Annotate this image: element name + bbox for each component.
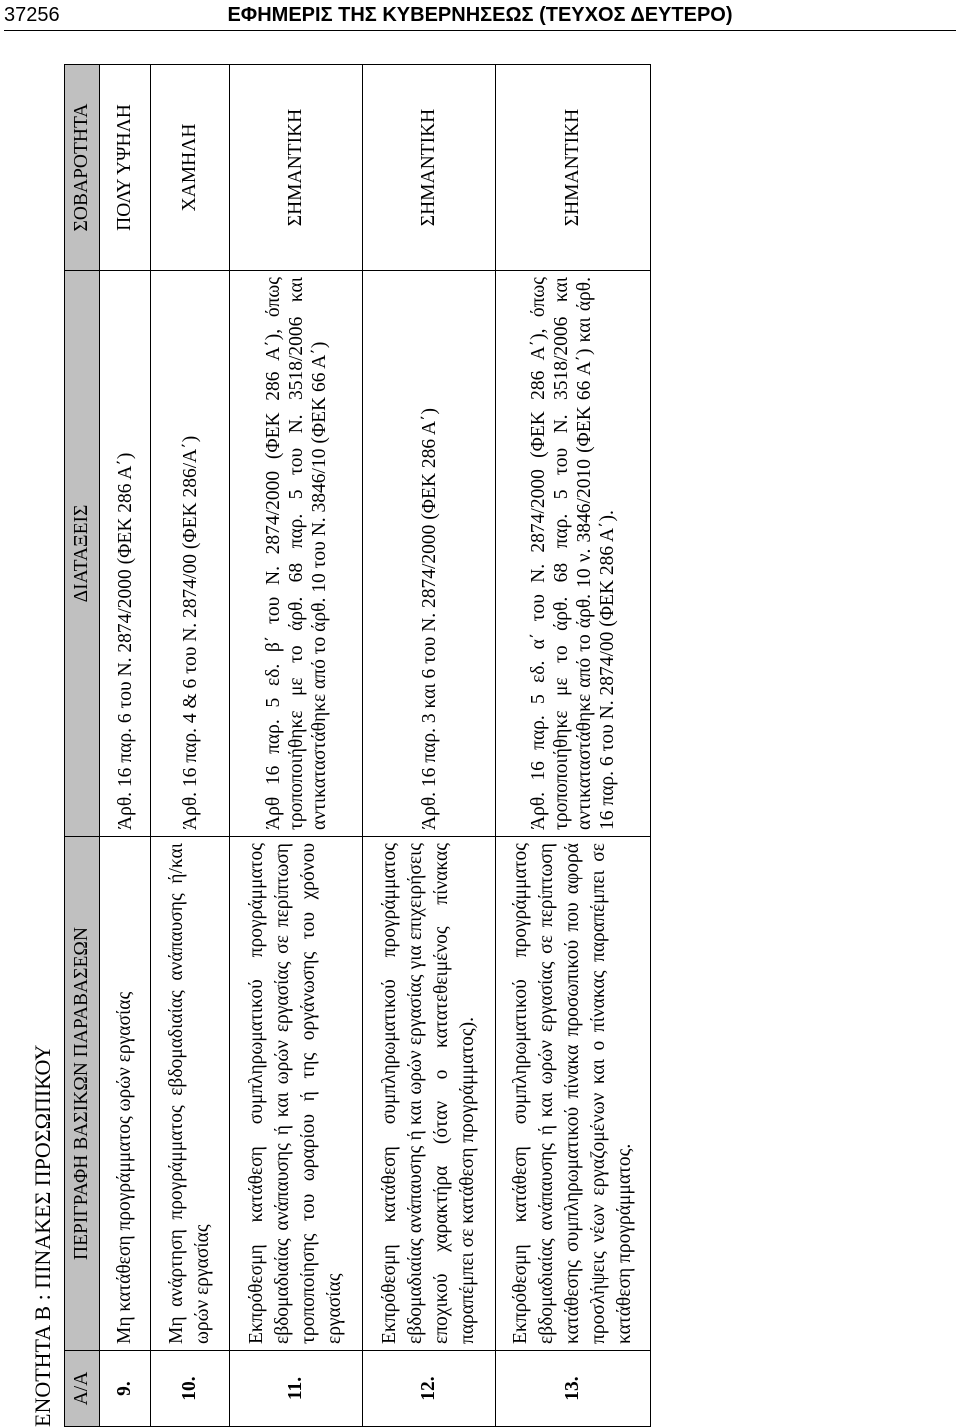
row-severity: ΠΟΛΥ ΥΨΗΛΗ — [100, 65, 151, 271]
row-provisions: Άρθ. 16 παρ. 5 εδ. α΄ του Ν. 2874/2000 (ΦΕΚ 286 Α΄), όπως τροποποιήθηκε με το άρθ. 68 παρ. 5 του Ν. 3518/2006 και αντικαταστάθηκε από το άρθ. 10 ν. 3846/2010 (ΦΕΚ 66 Α΄) και άρθ. 16 παρ. 6 του Ν. 2874/00 (ΦΕΚ 286 Α΄). — [496, 271, 651, 837]
column-header-severity: ΣΟΒΑΡΟΤΗΤΑ — [65, 65, 100, 271]
page-number: 37256 — [4, 4, 60, 26]
rotated-page-content — [0, 27, 960, 1427]
row-provisions: Άρθ. 16 παρ. 4 & 6 του Ν. 2874/00 (ΦΕΚ 286/Α΄) — [151, 271, 230, 837]
table-row — [496, 65, 651, 1427]
row-description: Μη ανάρτηση προγράμματος εβδομαδιαίας ανάπαυσης ή/και ωρών εργασίας — [151, 837, 230, 1351]
row-provisions: Άρθ 16 παρ. 5 εδ. β΄ του Ν. 2874/2000 (ΦΕΚ 286 Α΄), όπως τροποποιήθηκε με το άρθ. 68 παρ. 5 του Ν. 3518/2006 και αντικαταστάθηκε από το άρθ. 10 του Ν. 3846/10 (ΦΕΚ 66 Α΄) — [230, 271, 363, 837]
row-description: Μη κατάθεση προγράμματος ωρών εργασίας — [100, 837, 151, 1351]
column-header-description: ΠΕΡΙΓΡΑΦΗ ΒΑΣΙΚΩΝ ΠΑΡΑΒΑΣΕΩΝ — [65, 837, 100, 1351]
row-severity: ΣΗΜΑΝΤΙΚΗ — [496, 65, 651, 271]
column-header-number: Α/Α — [65, 1351, 100, 1427]
row-description: Εκπρόθεσμη κατάθεση συμπληρωματικού προγράμματος εβδομαδιαίας ανάπαυσης ή και ωρών εργασίας σε περίπτωση κατάθεσης συμπληρωματικού πίνακα προσωπικού που αφορά προσλήψεις νέων εργαζομένων και ο πίνακας παραπέμπει σε κατάθεση προγράμματος. — [496, 837, 651, 1351]
row-number: 13. — [496, 1351, 651, 1427]
row-number: 12. — [363, 1351, 496, 1427]
row-number: 10. — [151, 1351, 230, 1427]
violations-table — [64, 64, 651, 1427]
row-description: Εκπρόθεσμη κατάθεση συμπληρωματικού προγράμματος εβδομαδιαίας ανάπαυσης ή και ωρών εργασίας σε περίπτωση τροποποίησης του ωραρίου ή της οργάνωσης του χρόνου εργασίας — [230, 837, 363, 1351]
table-header-row — [65, 65, 100, 1427]
row-number: 9. — [100, 1351, 151, 1427]
table-row — [363, 65, 496, 1427]
row-provisions: Άρθ. 16 παρ. 3 και 6 του Ν. 2874/2000 (ΦΕΚ 286 Α΄) — [363, 271, 496, 837]
table-row — [230, 65, 363, 1427]
row-severity: ΣΗΜΑΝΤΙΚΗ — [363, 65, 496, 271]
row-number: 11. — [230, 1351, 363, 1427]
table-row — [151, 65, 230, 1427]
row-severity: ΧΑΜΗΛΗ — [151, 65, 230, 271]
table-row — [100, 65, 151, 1427]
column-header-provisions: ΔΙΑΤΑΞΕΙΣ — [65, 271, 100, 837]
row-provisions: Άρθ. 16 παρ. 6 του Ν. 2874/2000 (ΦΕΚ 286 Α΄) — [100, 271, 151, 837]
gazette-title: ΕΦΗΜΕΡΙΣ ΤΗΣ ΚΥΒΕΡΝΗΣΕΩΣ (ΤΕΥΧΟΣ ΔΕΥΤΕΡΟ) — [227, 4, 733, 26]
section-title: ΕΝΟΤΗΤΑ Β : ΠΙΝΑΚΕΣ ΠΡΟΣΩΠΙΚΟΥ — [30, 1044, 55, 1427]
row-description: Εκπρόθεσμη κατάθεση συμπληρωματικού προγράμματος εβδομαδιαίας ανάπαυσης ή και ωρών εργασίας για επιχειρήσεις εποχικού χαρακτήρα (όταν ο κατατεθειμένος πίνακας παραπέμπει σε κατάθεση προγράμματος). — [363, 837, 496, 1351]
row-severity: ΣΗΜΑΝΤΙΚΗ — [230, 65, 363, 271]
